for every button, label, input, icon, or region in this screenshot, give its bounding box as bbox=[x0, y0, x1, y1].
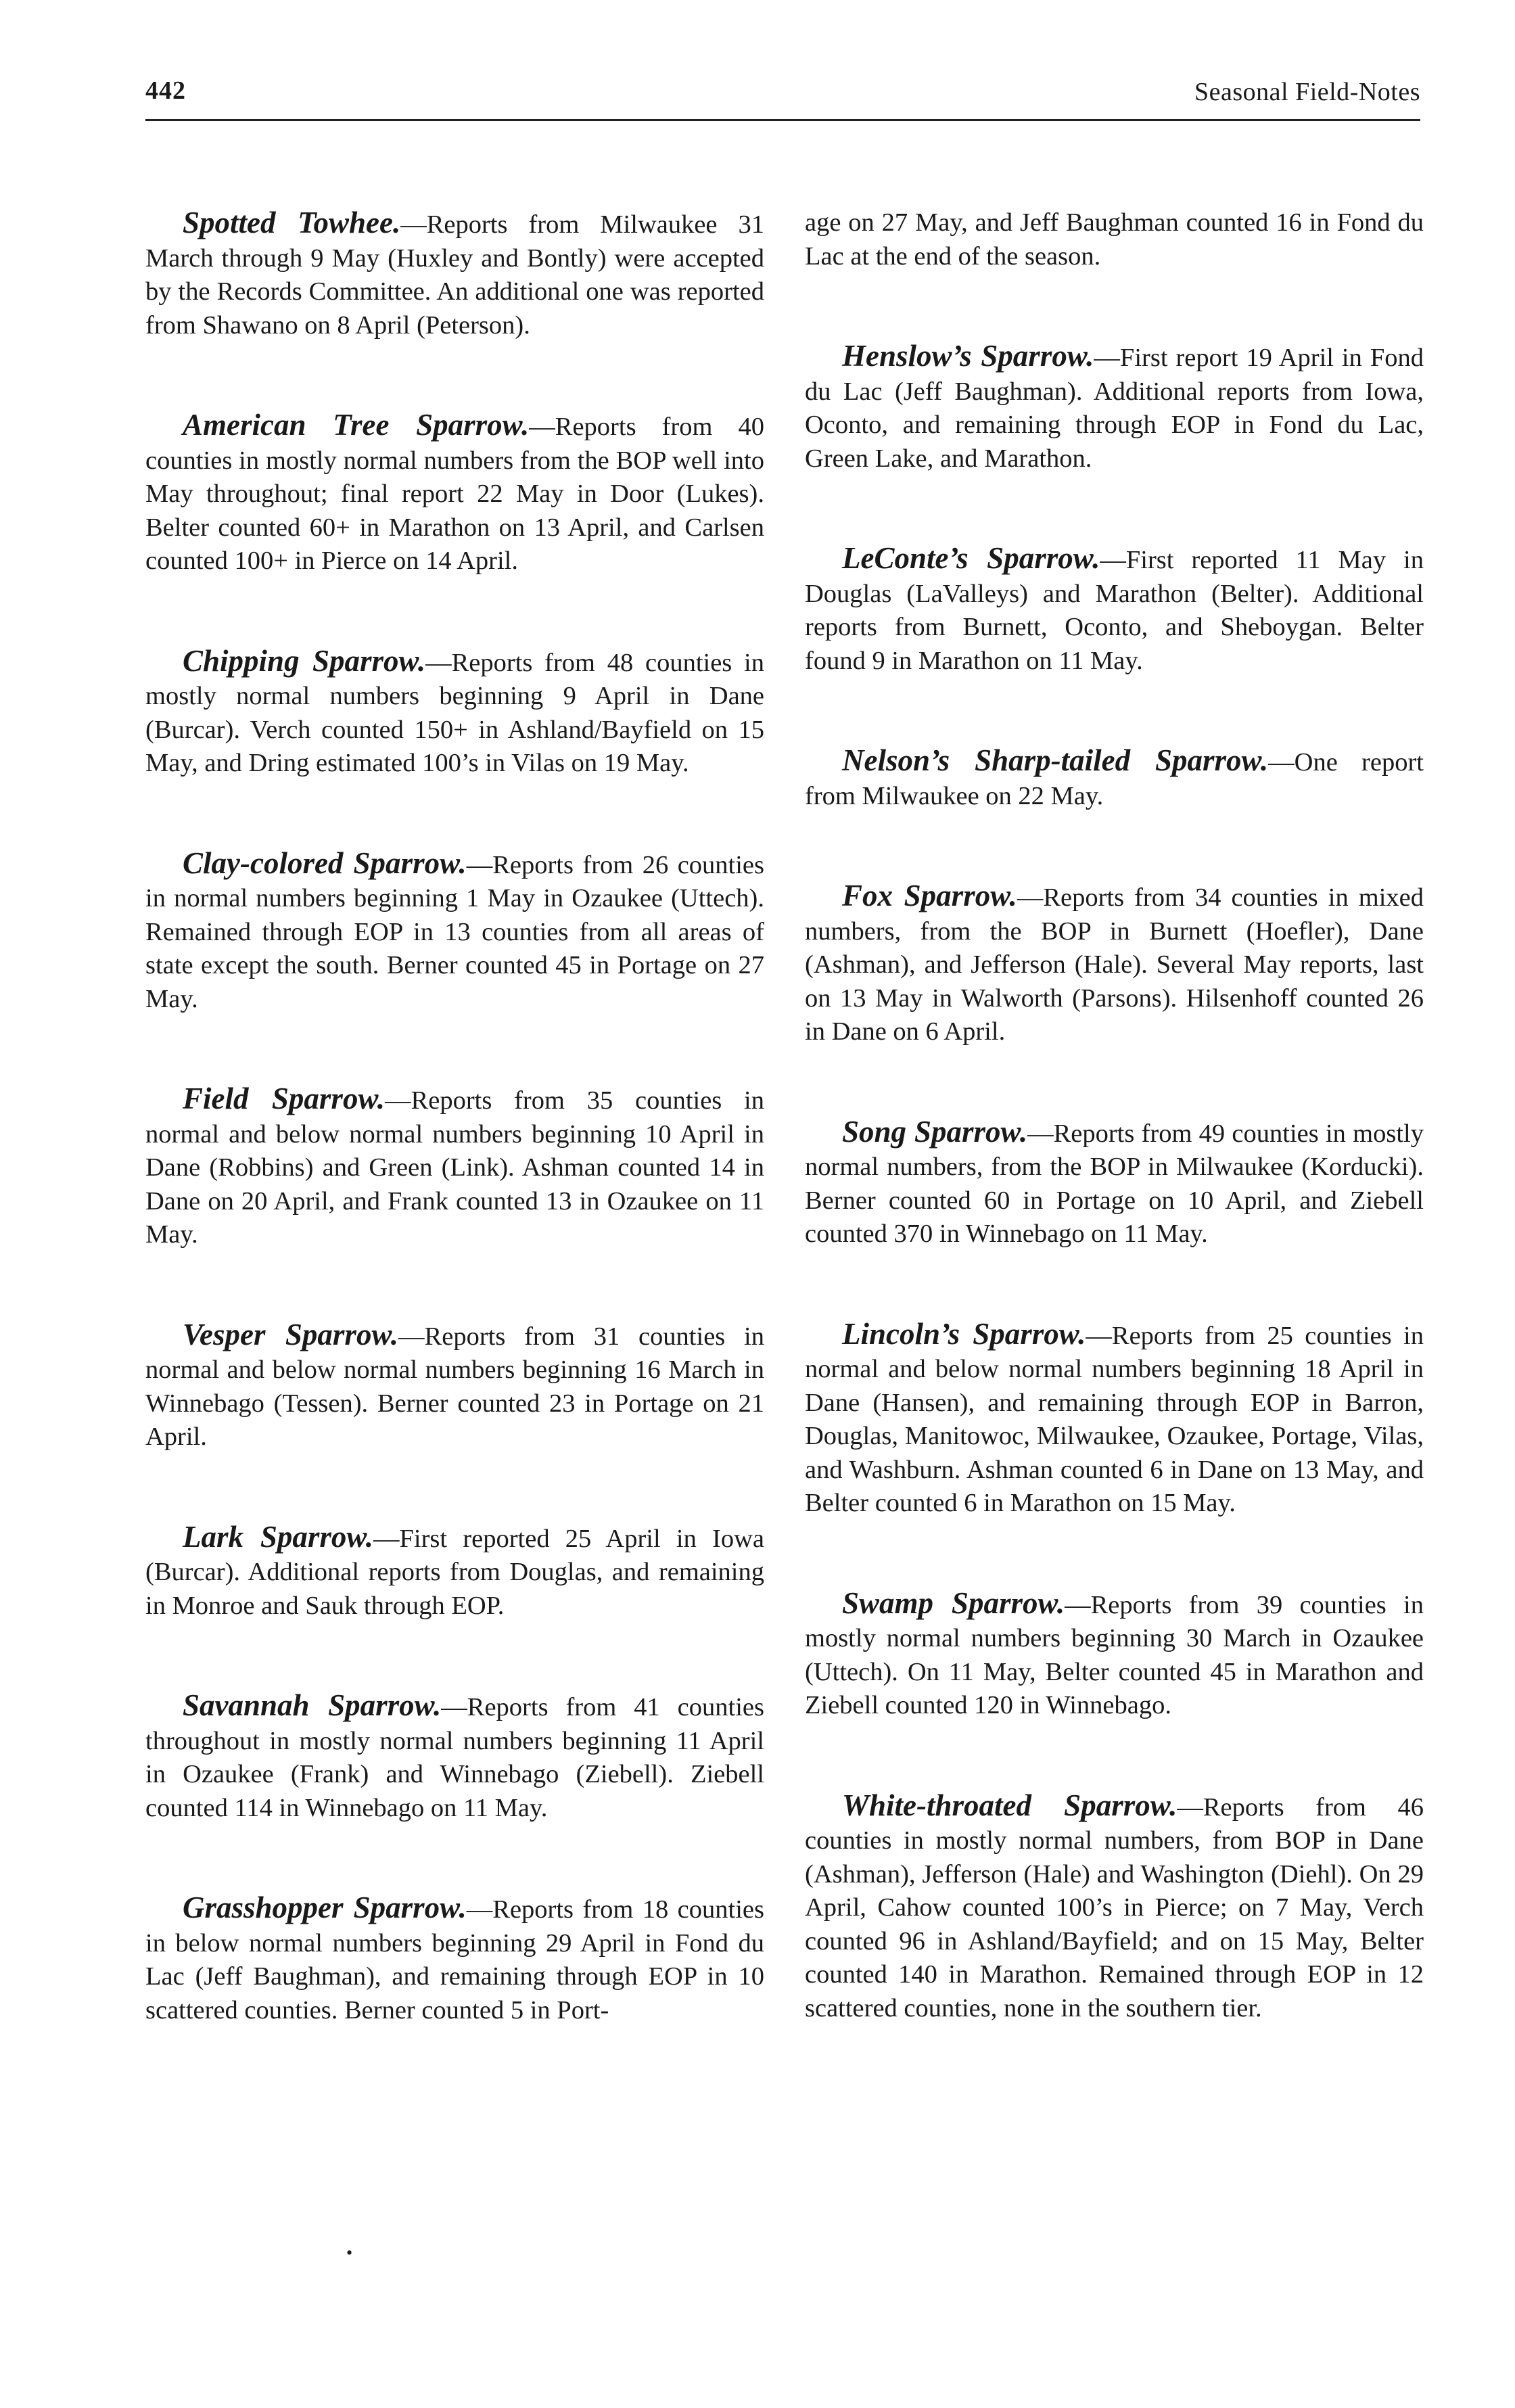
species-text: —Reports from 34 counties in mixed numbers, from the BOP in Burnett (Hoefler), Dane (Ashman), and Jefferson (Hale). Several May reports, last on 13 May in Walworth (Parsons). Hilsenhoff counted 26 in Dane on 6 April. bbox=[805, 883, 1424, 1046]
species-text: —First reported 11 May in Douglas (LaValleys) and Marathon (Belter). Additional reports from Burnett, Oconto, and Sheboygan. Belter found 9 in Marathon on 11 May. bbox=[805, 546, 1424, 675]
species-name: Clay-colored Sparrow. bbox=[183, 846, 467, 880]
left-column bbox=[145, 206, 764, 2093]
species-name: Nelson’s Sharp-tailed Sparrow. bbox=[842, 743, 1269, 777]
species-entry bbox=[145, 1891, 764, 2027]
page-number: 442 bbox=[145, 76, 186, 105]
species-entry bbox=[805, 1587, 1424, 1723]
species-text: —Reports from 35 counties in normal and below normal numbers beginning 10 April in Dane (Robbins) and Green (Link). Ashman counted 14 in Dane on 20 April, and Frank counted 13 in Ozaukee on 11 May. bbox=[145, 1086, 765, 1249]
species-text: —Reports from 26 counties in normal numbers beginning 1 May in Ozaukee (Uttech). Remained through EOP in 13 counties from all areas of state except the south. Berner counted 45 in Portage on 27 May. bbox=[145, 850, 764, 1013]
species-entry bbox=[145, 206, 764, 342]
species-name: Fox Sparrow. bbox=[842, 879, 1017, 912]
species-text: —One report from Milwaukee on 22 May. bbox=[805, 748, 1424, 810]
species-entry bbox=[145, 645, 764, 781]
species-text: —Reports from Milwaukee 31 March through 9 May (Huxley and Bontly) were accepted by the Records Committee. An additional one was reported from Shawano on 8 April (Peterson). bbox=[145, 210, 764, 340]
species-entry bbox=[145, 1082, 764, 1252]
species-text: —First reported 25 April in Iowa (Burcar). Additional reports from Douglas, and remaining in Monroe and Sauk through EOP. bbox=[145, 1524, 764, 1620]
species-name: Savannah Sparrow. bbox=[183, 1688, 442, 1722]
species-name: Lark Sparrow. bbox=[183, 1519, 373, 1554]
species-entry bbox=[145, 847, 764, 1017]
continued-text: age on 27 May, and Jeff Baughman counted 16 in Fond du Lac at the end of the season. bbox=[805, 208, 1424, 271]
species-text: —Reports from 39 counties in mostly normal numbers beginning 30 March in Ozaukee (Uttech). On 11 May, Belter counted 45 in Marathon and Ziebell counted 120 in Winnebago. bbox=[805, 1590, 1424, 1719]
species-entry bbox=[805, 340, 1424, 476]
species-text: —Reports from 18 counties in below normal numbers beginning 29 April in Fond du Lac (Jeff Baughman), and remaining through EOP in 10 scattered counties. Berner counted 5 in Port- bbox=[145, 1895, 764, 2024]
species-name: Henslow’s Sparrow. bbox=[842, 339, 1094, 373]
species-entry bbox=[805, 542, 1424, 678]
species-name: Chipping Sparrow. bbox=[183, 643, 426, 678]
species-name: American Tree Sparrow. bbox=[183, 408, 530, 442]
species-text: —Reports from 25 counties in normal and below normal numbers beginning 18 April in Dane (Hansen), and remaining through EOP in Barron, Douglas, Manitowoc, Milwaukee, Ozaukee, Portage, Vilas, and Washburn. Ashman counted 6 in Dane on 13 May, and Belter counted 6 in Marathon on 15 May. bbox=[805, 1321, 1424, 1517]
species-entry bbox=[805, 1115, 1424, 1251]
species-name: Field Sparrow. bbox=[183, 1082, 386, 1115]
species-entry bbox=[805, 1789, 1424, 2026]
species-entry bbox=[805, 744, 1424, 813]
species-name: Spotted Towhee. bbox=[183, 206, 401, 239]
species-name: Swamp Sparrow. bbox=[842, 1585, 1065, 1620]
species-text: —Reports from 40 counties in mostly normal numbers from the BOP well into May throughout; final report 22 May in Door (Lukes). Belter counted 60+ in Marathon on 13 April, and Carlsen counted 100+ in Pierce on 14 April. bbox=[145, 413, 764, 575]
species-name: LeConte’s Sparrow. bbox=[842, 541, 1100, 575]
species-entry bbox=[805, 1318, 1424, 1521]
species-text: —Reports from 48 counties in mostly normal numbers beginning 9 April in Dane (Burcar). Verch counted 150+ in Ashland/Bayfield on 15 May, and Dring estimated 100’s in Vilas on 19 May. bbox=[145, 648, 764, 777]
stray-ink-mark: • bbox=[346, 2243, 353, 2263]
species-entry bbox=[145, 1318, 764, 1454]
species-text: —Reports from 31 counties in normal and below normal numbers beginning 16 March in Winnebago (Tessen). Berner counted 23 in Portage on 21 April. bbox=[145, 1322, 764, 1451]
species-text: —Reports from 46 counties in mostly normal numbers, from BOP in Dane (Ashman), Jefferson (Hale) and Washington (Diehl). On 29 April, Cahow counted 100’s in Pierce; on 7 May, Verch counted 96 in Ashland/Bayfield; and on 15 May, Belter counted 140 in Marathon. Remained through EOP in 12 scattered counties, none in the southern tier. bbox=[805, 1792, 1424, 2022]
species-entry bbox=[145, 1689, 764, 1825]
species-name: Grasshopper Sparrow. bbox=[183, 1891, 467, 1924]
species-name: Song Sparrow. bbox=[842, 1114, 1028, 1149]
right-column bbox=[805, 206, 1424, 2091]
species-name: Vesper Sparrow. bbox=[183, 1317, 399, 1351]
running-head: Seasonal Field-Notes bbox=[1194, 78, 1420, 106]
species-entry bbox=[145, 409, 764, 578]
species-text: —First report 19 April in Fond du Lac (Jeff Baughman). Additional reports from Iowa, Oconto, and remaining through EOP in Fond du Lac, Green Lake, and Marathon. bbox=[805, 344, 1424, 473]
species-name: Lincoln’s Sparrow. bbox=[842, 1316, 1086, 1351]
species-entry bbox=[145, 1521, 764, 1623]
species-name: White-throated Sparrow. bbox=[842, 1788, 1178, 1822]
species-text: —Reports from 49 counties in mostly normal numbers, from the BOP in Milwaukee (Korducki). Berner counted 60 in Portage on 10 April, and Ziebell counted 370 in Winnebago on 11 May. bbox=[805, 1119, 1424, 1248]
species-entry bbox=[805, 879, 1424, 1049]
species-text: —Reports from 41 counties throughout in mostly normal numbers beginning 11 April in Ozaukee (Frank) and Winnebago (Ziebell). Ziebell counted 114 in Winnebago on 11 May. bbox=[145, 1693, 764, 1822]
page-header bbox=[145, 73, 1420, 121]
